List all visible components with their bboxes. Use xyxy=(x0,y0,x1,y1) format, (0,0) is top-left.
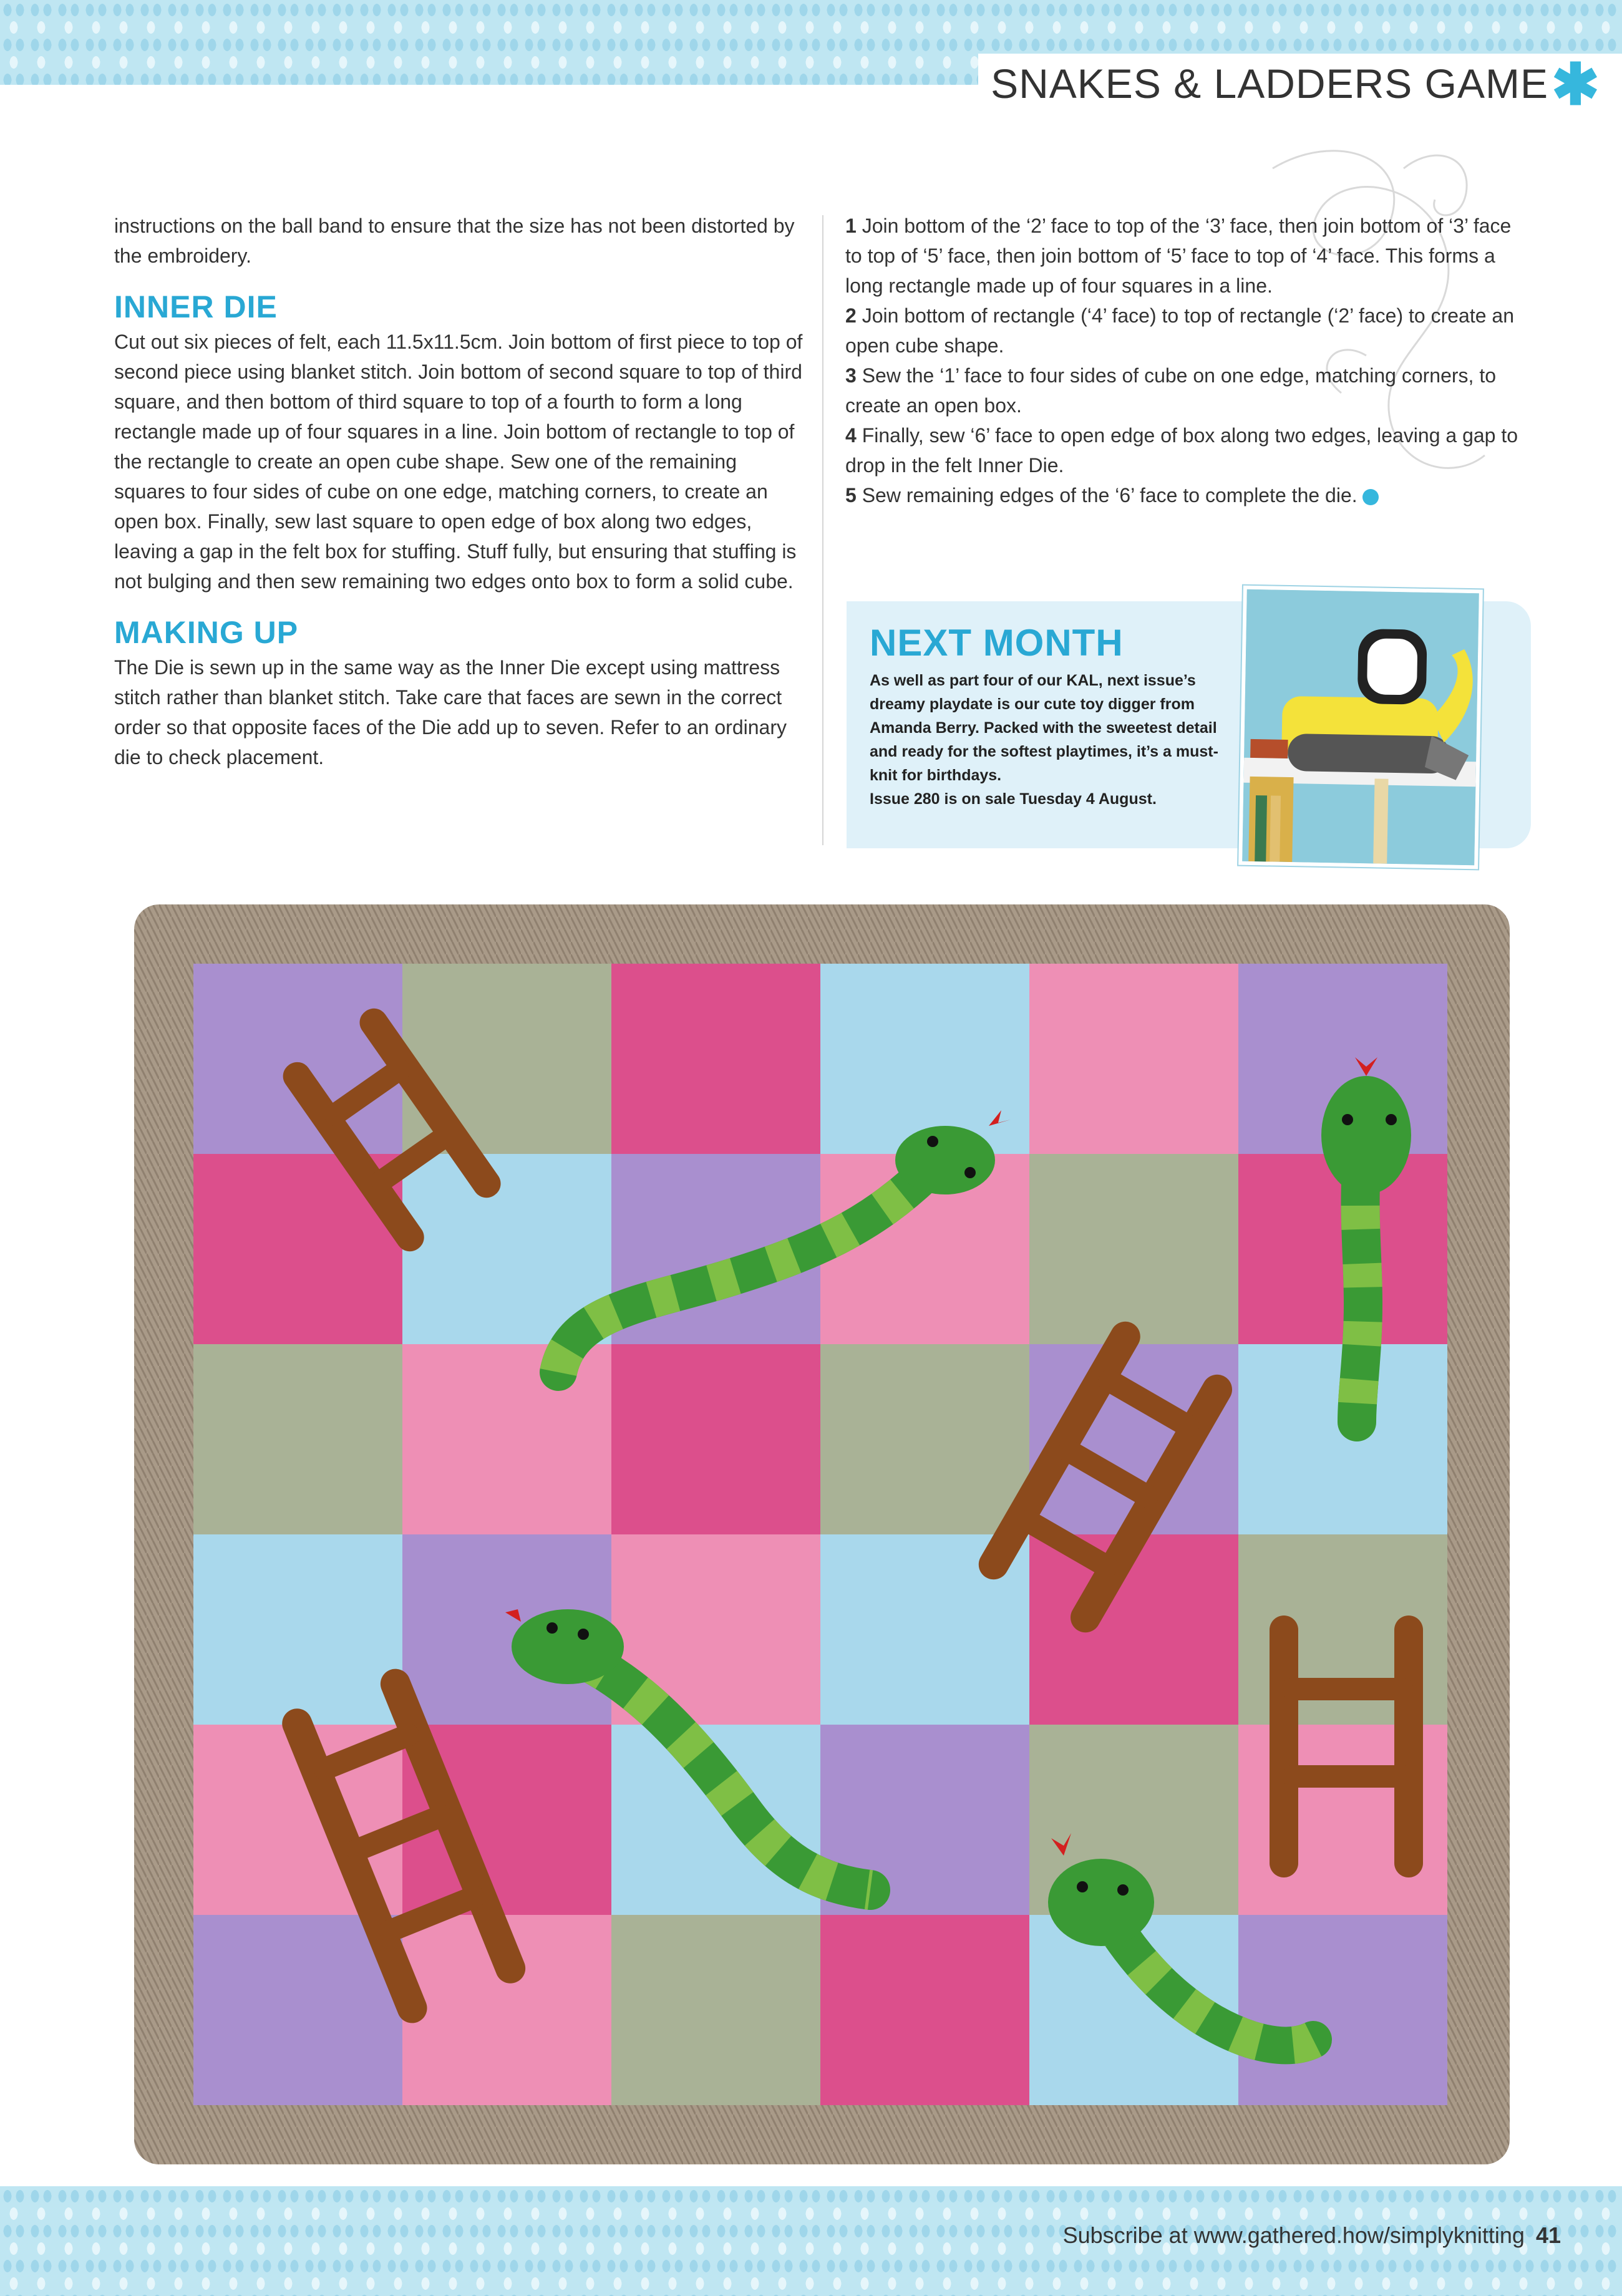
intro-paragraph: instructions on the ball band to ensure that the size has not been distorted by the embroidery. xyxy=(114,215,795,267)
snakes-and-ladders-blanket xyxy=(134,904,1510,2164)
blanket-square xyxy=(820,964,1029,1154)
blanket-square xyxy=(1238,1915,1447,2105)
making-up-text: The Die is sewn up in the same way as the Inner Die except using mattress stitch rather than blanket stitch. Take care that faces are sewn in the correct order so that opposite faces of the Die add up to seven. Refer to an ordinary die to check placement. xyxy=(114,656,787,768)
asterisk-icon: ✱ xyxy=(1551,53,1600,117)
inner-die-heading: INNER DIE xyxy=(114,289,278,324)
left-column xyxy=(114,211,807,772)
step-2: 2 Join bottom of rectangle (‘4’ face) to top of rectangle (‘2’ face) to create an open cube shape. xyxy=(845,304,1514,357)
blanket-square xyxy=(193,1534,402,1725)
blanket-square xyxy=(611,1344,820,1534)
subscribe-link[interactable]: Subscribe at www.gathered.how/simplyknitting xyxy=(1062,2222,1525,2248)
blanket-square xyxy=(1029,964,1238,1154)
next-month-text xyxy=(870,669,1219,811)
page-number: 41 xyxy=(1535,2222,1561,2248)
step-5: 5 Sew remaining edges of the ‘6’ face to complete the die. xyxy=(845,480,1522,510)
toy-digger-image xyxy=(1242,589,1479,865)
next-month-box xyxy=(847,601,1531,848)
toy-digger-photo xyxy=(1238,586,1483,869)
blanket-square xyxy=(193,964,402,1154)
blanket-square xyxy=(1029,1154,1238,1344)
right-column xyxy=(845,211,1522,510)
column-divider xyxy=(822,215,823,845)
page-title: SNAKES & LADDERS GAME xyxy=(991,61,1548,107)
step-3: 3 Sew the ‘1’ face to four sides of cube on one edge, matching corners, to create an open box. xyxy=(845,364,1496,417)
blanket-square xyxy=(193,1344,402,1534)
inner-die-text: Cut out six pieces of felt, each 11.5x11.5cm. Join bottom of first piece to top of second piece using blanket stitch. Join bottom of second square to top of third square, and then bottom of third square to top of a fourth to form a long rectangle made up of four squares in a line. Join bottom of rectangle to top of the rectangle to create an open cube shape. Sew one of the remaining squares to four sides of cube on one edge, matching corners, to create an open box. Finally, sew last square to open edge of box along two edges, leaving a gap in the felt box for stuffing. Stuff fully, but ensuring that stuffing is not bulging and then sew remaining two edges onto box to form a solid cube. xyxy=(114,331,803,593)
footer xyxy=(1063,2222,1561,2249)
blanket-square xyxy=(611,1915,820,2105)
blanket-square xyxy=(820,1344,1029,1534)
blanket-square xyxy=(611,964,820,1154)
step-4: 4 Finally, sew ‘6’ face to open edge of box along two edges, leaving a gap to drop in the felt Inner Die. xyxy=(845,424,1518,477)
next-month-title: NEXT MONTH xyxy=(870,622,1124,664)
next-month-issue: Issue 280 is on sale Tuesday 4 August. xyxy=(870,790,1157,808)
making-up-heading: MAKING UP xyxy=(114,615,299,650)
step-1: 1 Join bottom of the ‘2’ face to top of the ‘3’ face, then join bottom of ‘3’ face to top of ‘5’ face, then join bottom of ‘5’ face to top of ‘4’ face. This forms a long rectangle made up of four squares in a line. xyxy=(845,215,1512,297)
next-month-description: As well as part four of our KAL, next issue’s dreamy playdate is our cute toy digger from Amanda Berry. Packed with the sweetest detail and ready for the softest playtimes, it’s a must-knit for birthdays. xyxy=(870,672,1218,784)
end-mark-icon xyxy=(1362,489,1379,505)
blanket-square xyxy=(402,1344,611,1534)
blanket-square xyxy=(820,1915,1029,2105)
